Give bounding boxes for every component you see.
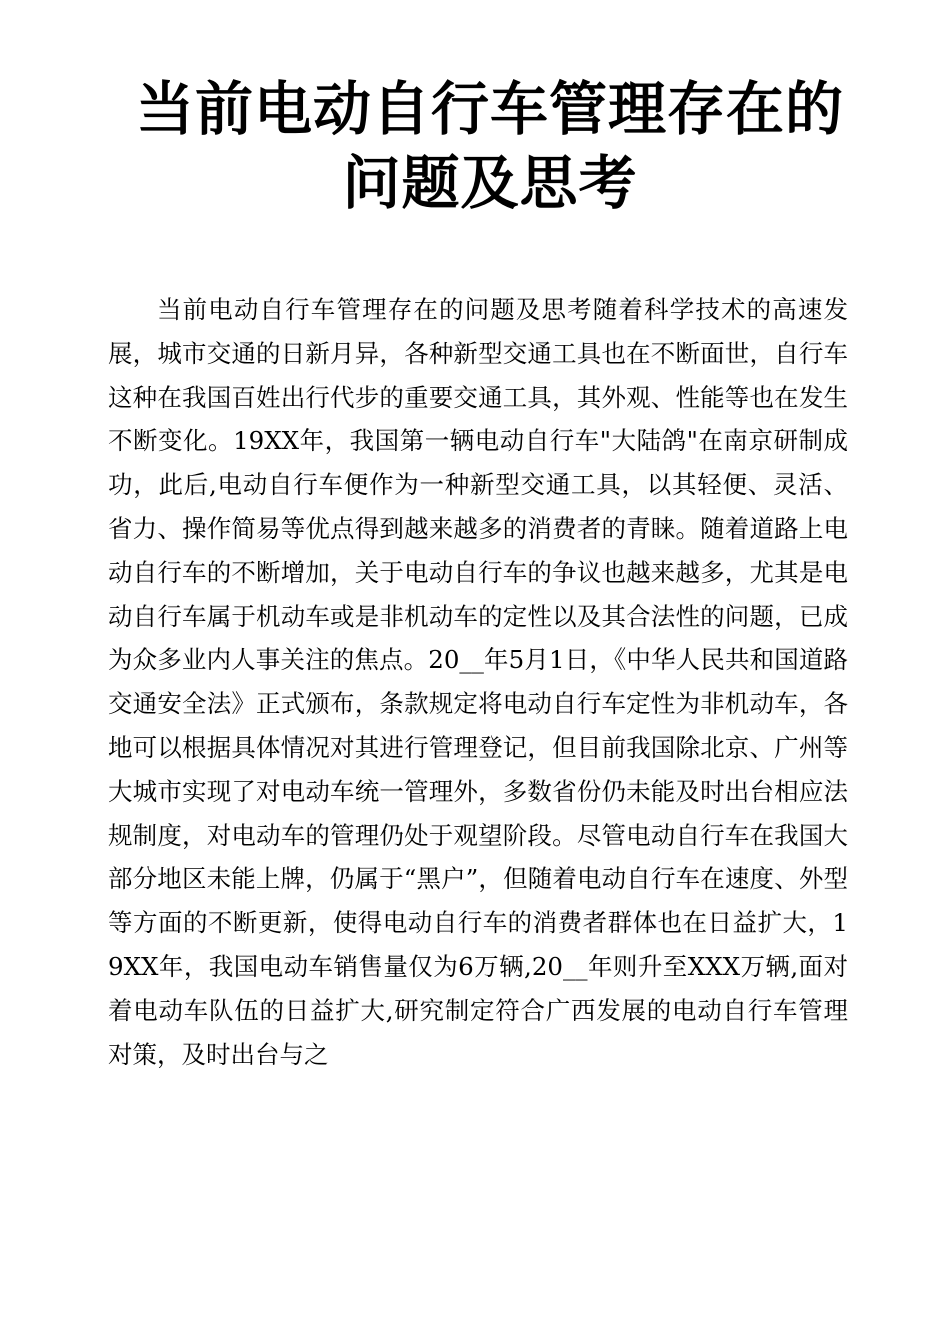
body-paragraph: 当前电动自行车管理存在的问题及思考随着科学技术的高速发展，城市交通的日新月异，各种新型交通工具也在不断面世，自行车这种在我国百姓出行代步的重要交通工具，其外观、性能等也在发生不断变化。19XX年，我国第一辆电动自行车"大陆鸽"在南京研制成功，此后,电动自行车便作为一种新型交通工具，以其轻便、灵活、省力、操作简易等优点得到越来越多的消费者的青睐。随着道路上电动自行车的不断增加，关于电动自行车的争议也越来越多，尤其是电动自行车属于机动车或是非机动车的定性以及其合法性的问题，已成为众多业内人事关注的焦点。20__年5月1日，《中华人民共和国道路交通安全法》正式颁布，条款规定将电动自行车定性为非机动车，各地可以根据具体情况对其进行管理登记，但目前我国除北京、广州等大城市实现了对电动车统一管理外，多数省份仍未能及时出台相应法规制度，对电动车的管理仍处于观望阶段。尽管电动自行车在我国大部分地区未能上牌，仍属于“黑户”，但随着电动自行车在速度、外型等方面的不断更新，使得电动自行车的消费者群体也在日益扩大，19XX年，我国电动车销售量仅为6万辆,20__年则升至XXX万辆,面对着电动车队伍的日益扩大,研究制定符合广西发展的电动自行车管理对策，及时出台与之 [108,295,848,1069]
document-title [100,72,880,220]
title-line-2: 问题及思考 [342,149,638,217]
title-line-1: 当前电动自行车管理存在的 [135,75,844,143]
